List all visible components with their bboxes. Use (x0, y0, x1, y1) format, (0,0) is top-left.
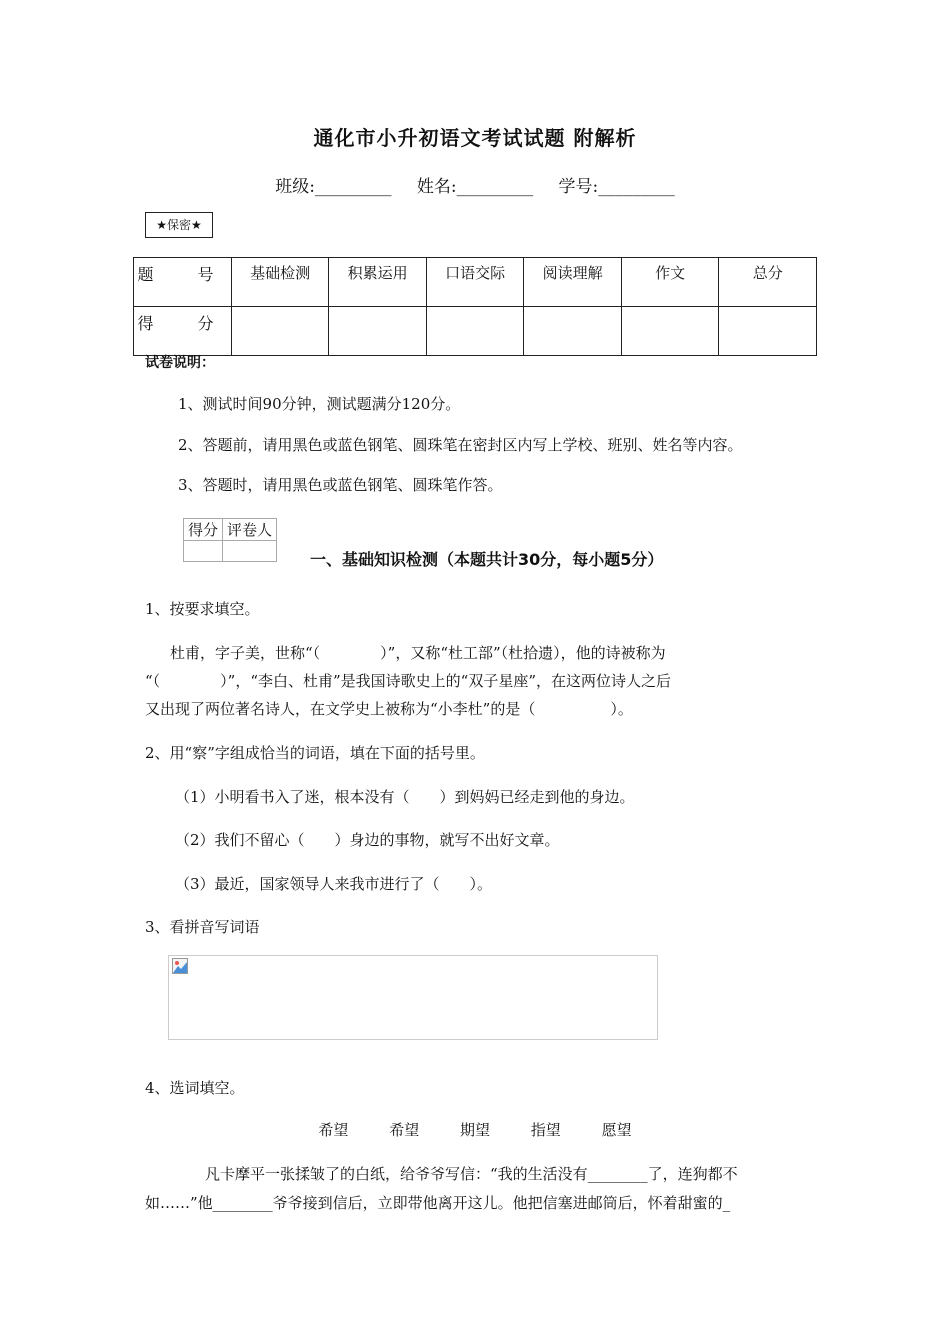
score-table-header-cell: 基础检测 (231, 258, 329, 307)
student-number-field[interactable]: 学号:_________ (558, 177, 675, 197)
word-choice: 愿望 (601, 1121, 632, 1139)
question-2-item: （1）小明看书入了迷，根本没有（ ）到妈妈已经走到他的身边。 (175, 788, 635, 806)
question-1-line: 杜甫，字子美，世称“（ ）”，又称“杜工部”（杜拾遗），他的诗被称为 (170, 644, 666, 662)
grader-score-cell[interactable] (184, 541, 223, 562)
question-1-title: 1、按要求填空。 (145, 600, 260, 618)
score-table-header-cell: 阅读理解 (524, 258, 622, 307)
question-4-line: 如……”他________爷爷接到信后，立即带他离开这儿。他把信塞进邮筒后，怀着甜蜜的_ (145, 1194, 731, 1212)
confidential-label: ★保密★ (145, 212, 213, 238)
score-table-header-cell: 总分 (719, 258, 817, 307)
grader-name-label: 评卷人 (223, 519, 277, 541)
word-choice: 希望 (389, 1121, 420, 1139)
score-cell[interactable] (231, 307, 329, 356)
word-choice: 希望 (318, 1121, 349, 1139)
instruction-item: 2、答题前，请用黑色或蓝色钢笔、圆珠笔在密封区内写上学校、班别、姓名等内容。 (178, 436, 743, 454)
section-heading: 一、基础知识检测（本题共计30分，每小题5分） (310, 550, 664, 569)
word-choice: 期望 (459, 1121, 490, 1139)
question-2-title: 2、用“察”字组成恰当的词语，填在下面的括号里。 (145, 744, 485, 762)
class-field[interactable]: 班级:_________ (275, 177, 392, 197)
score-table-header-cell: 题 号 (134, 258, 232, 307)
word-choices (0, 1119, 950, 1140)
document-title: 通化市小升初语文考试试题 附解析 (313, 126, 637, 150)
word-choice: 指望 (530, 1121, 561, 1139)
score-cell[interactable] (426, 307, 524, 356)
broken-image-icon (172, 958, 188, 974)
score-table-header-row (134, 258, 817, 307)
name-field[interactable]: 姓名:_________ (416, 177, 534, 197)
score-cell[interactable] (621, 307, 719, 356)
student-info-row (0, 172, 950, 197)
score-cell[interactable] (524, 307, 622, 356)
grader-name-cell[interactable] (223, 541, 277, 562)
score-table-header-cell: 口语交际 (426, 258, 524, 307)
question-4-line: 凡卡摩平一张揉皱了的白纸，给爷爷写信：“我的生活没有________了，连狗都不 (205, 1165, 738, 1183)
score-table-score-row (134, 307, 817, 356)
question-1-line: 又出现了两位著名诗人，在文学史上被称为“小李杜”的是（ ）。 (145, 700, 633, 718)
instructions-heading: 试卷说明： (145, 355, 215, 371)
question-2-item: （3）最近，国家领导人来我市进行了（ ）。 (175, 875, 493, 893)
question-1-line: “（ ）”，“李白、杜甫”是我国诗歌史上的“双子星座”，在这两位诗人之后 (145, 672, 672, 690)
score-table-header-cell: 积累运用 (329, 258, 427, 307)
question-2-item: （2）我们不留心（ ）身边的事物，就写不出好文章。 (175, 831, 560, 849)
score-cell[interactable] (329, 307, 427, 356)
grader-score-label: 得分 (184, 519, 223, 541)
score-table-header-cell: 作文 (621, 258, 719, 307)
pinyin-image-placeholder (168, 955, 658, 1040)
score-cell[interactable] (719, 307, 817, 356)
question-3-title: 3、看拼音写词语 (145, 918, 260, 936)
instruction-item: 3、答题时，请用黑色或蓝色钢笔、圆珠笔作答。 (178, 476, 503, 494)
instruction-item: 1、测试时间90分钟，测试题满分120分。 (178, 395, 461, 413)
score-table (133, 257, 817, 356)
question-4-title: 4、选词填空。 (145, 1079, 245, 1097)
grader-table (183, 518, 277, 562)
score-row-label: 得 分 (134, 307, 232, 356)
